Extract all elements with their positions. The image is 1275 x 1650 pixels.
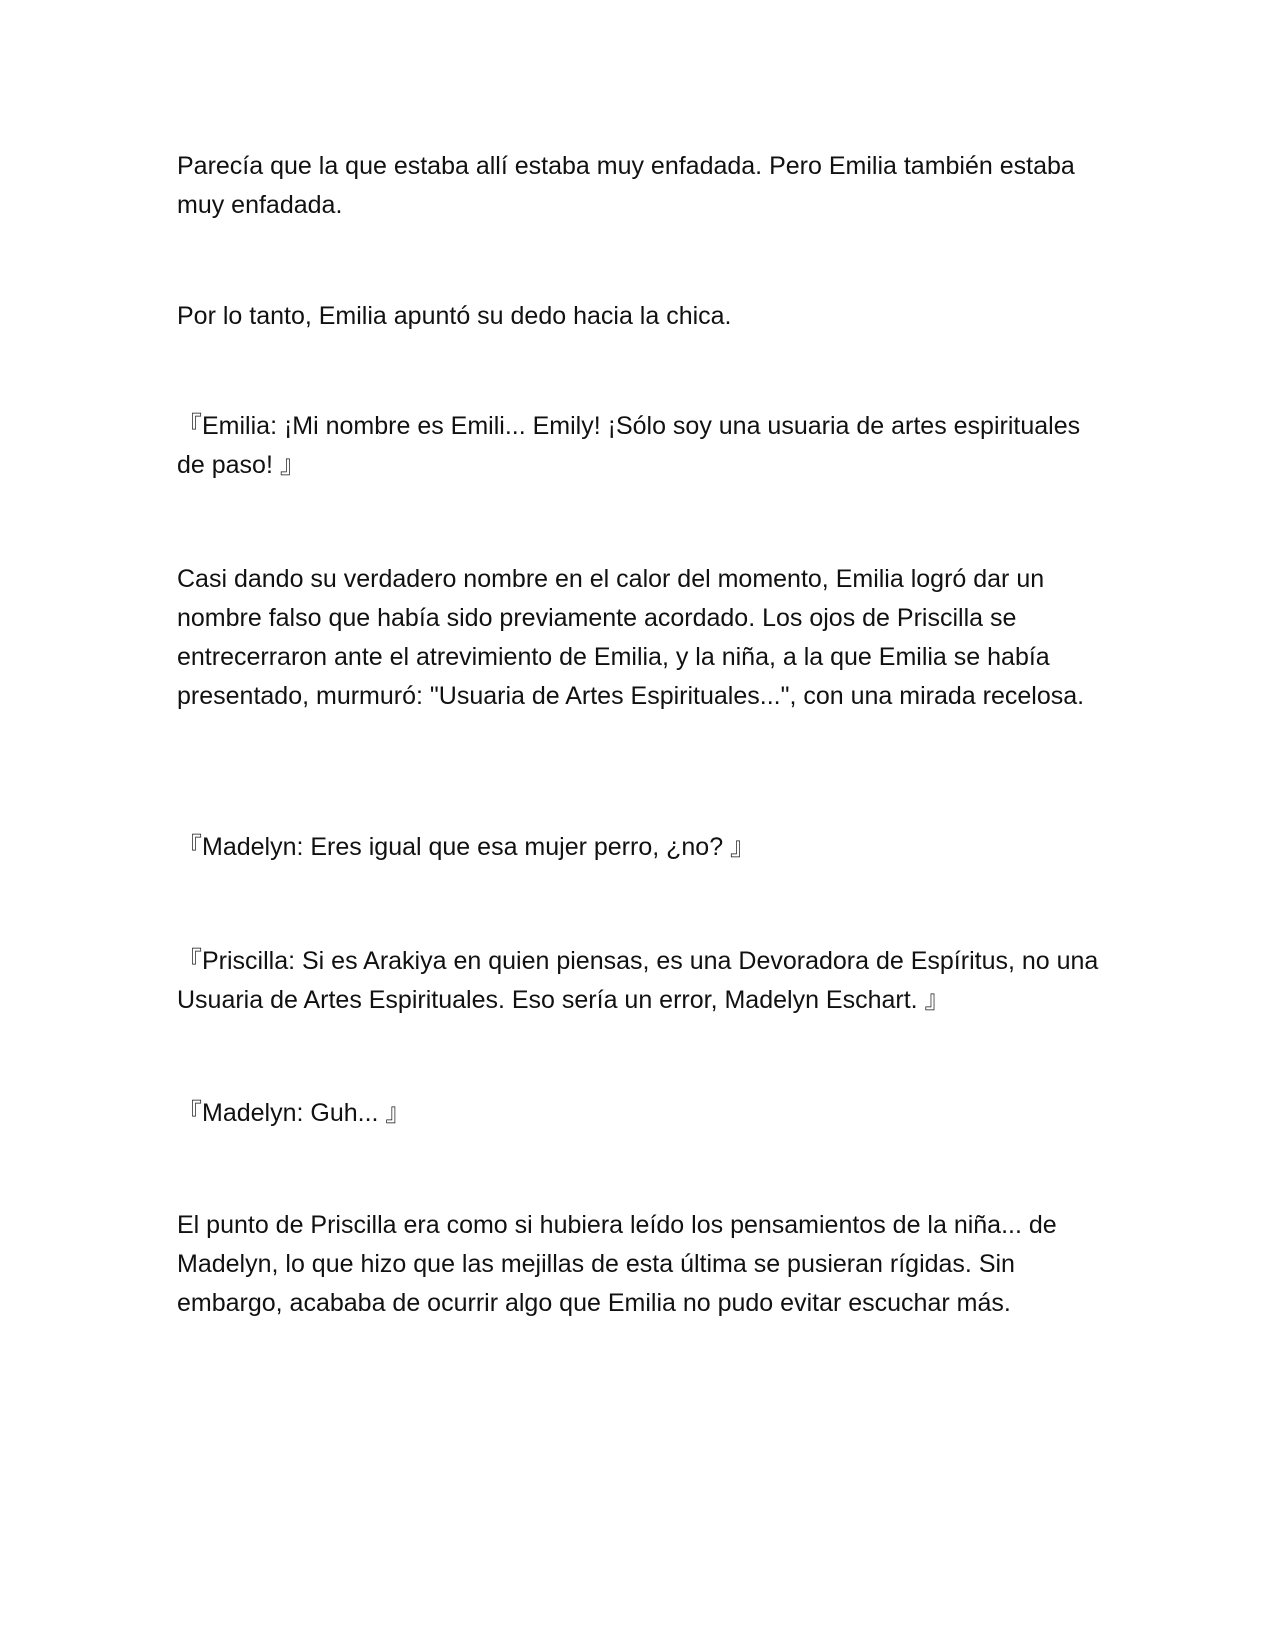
narration-paragraph: El punto de Priscilla era como si hubiera leído los pensamientos de la niña... de Madelyn, lo que hizo que las mejillas de esta última se pusieran rígidas. Sin embargo, acababa de ocurrir algo que Emilia no pudo evitar escuchar más. xyxy=(177,1211,1057,1317)
dialogue-line-emilia: 『Emilia: ¡Mi nombre es Emili... Emily! ¡Sólo soy una usuaria de artes espirituales de paso! 』 xyxy=(177,412,1081,479)
dialogue-line-madelyn: 『Madelyn: Eres igual que esa mujer perro, ¿no? 』 xyxy=(177,833,756,861)
dialogue-line-madelyn: 『Madelyn: Guh... 』 xyxy=(177,1099,411,1127)
dialogue-line-priscilla: 『Priscilla: Si es Arakiya en quien piensas, es una Devoradora de Espíritus, no una Usuaria de Artes Espirituales. Eso sería un error, Madelyn Eschart. 』 xyxy=(177,947,1099,1014)
narration-paragraph: Por lo tanto, Emilia apuntó su dedo hacia la chica. xyxy=(177,302,732,330)
narration-paragraph: Casi dando su verdadero nombre en el calor del momento, Emilia logró dar un nombre falso que había sido previamente acordado. Los ojos de Priscilla se entrecerraron ante el atrevimiento de Emilia, y la niña, a la que Emilia se había presentado, murmuró: "Usuaria de Artes Espirituales...", con una mirada recelosa. xyxy=(177,565,1085,710)
narration-paragraph: Parecía que la que estaba allí estaba muy enfadada. Pero Emilia también estaba muy enfadada. xyxy=(177,152,1075,219)
